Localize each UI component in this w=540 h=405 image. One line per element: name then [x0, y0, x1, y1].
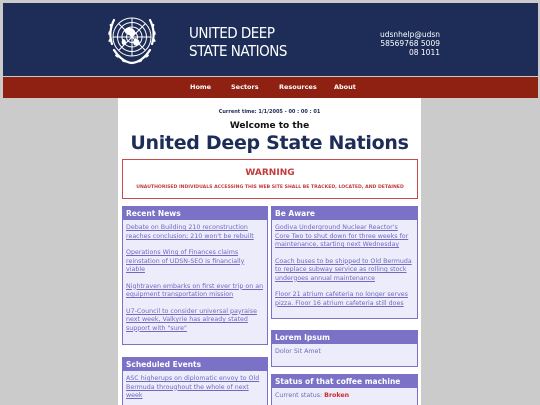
- recent-news-panel: [122, 206, 268, 345]
- be-aware-heading: Be Aware: [272, 207, 417, 220]
- news-item[interactable]: U7-Council to consider universal payraise next week, Valkyrie has already stated support with "sure": [126, 307, 257, 332]
- nav-resources[interactable]: Resources: [279, 83, 317, 91]
- news-item[interactable]: Operations Wing of Finances claims reinstation of UDSN-SEO is financially viable: [126, 249, 245, 273]
- news-item[interactable]: Nightraven embarks on first ever trip on an equipment transportation mission: [126, 282, 264, 298]
- nav-about[interactable]: About: [334, 83, 356, 91]
- lorem-ipsum-heading: Lorem Ipsum: [272, 331, 417, 344]
- coffee-status-panel: [271, 374, 418, 405]
- nav-home[interactable]: Home: [190, 83, 212, 91]
- nav-sectors[interactable]: Sectors: [231, 83, 259, 91]
- main-nav: [3, 77, 538, 98]
- site-header: [3, 3, 538, 76]
- event-item[interactable]: ASC higherups on diplomatic envoy to Old Bermuda throughout the whole of next week: [126, 375, 260, 399]
- be-aware-panel: [271, 206, 418, 319]
- contact-phone: 58569768 5009: [380, 39, 440, 48]
- warning-title: WARNING: [245, 168, 295, 178]
- contact-info: [380, 30, 440, 57]
- coffee-status-label: Current status:: [275, 392, 323, 399]
- brand-line-2: STATE NATIONS: [189, 42, 287, 60]
- site-brand[interactable]: [189, 24, 287, 60]
- recent-news-heading: Recent News: [123, 207, 267, 220]
- scheduled-events-heading: Scheduled Events: [123, 358, 267, 371]
- coffee-status-value: Broken: [324, 392, 350, 399]
- warning-body: UNAUTHORISED INDIVIDUALS ACCESSING THIS WEB SITE SHALL BE TRACKED, LOCATED, AND DETAINED: [136, 185, 404, 190]
- current-time: Current time: 1/1/2005 - 00 : 00 : 01: [218, 109, 321, 115]
- aware-item[interactable]: Floor 21 atrium cafeteria no longer serves pizza. Floor 16 atrium cafeteria still does: [275, 291, 408, 307]
- aware-item[interactable]: Godiva Underground Nuclear Reactor's Core Two to shut down for three weeks for maintenance, starting next Wednesday: [275, 224, 409, 248]
- un-emblem-icon[interactable]: [102, 10, 162, 70]
- coffee-status-heading: Status of that coffee machine: [272, 375, 417, 388]
- news-item[interactable]: Debate on Building 210 reconstruction reaches conclusion; 210 won't be rebuilt: [126, 224, 254, 240]
- brand-line-1: UNITED DEEP: [189, 24, 275, 42]
- aware-item[interactable]: Coach buses to be shipped to Old Bermuda to replace subway service as rolling stock undergoes annual maintenance: [275, 257, 412, 282]
- contact-extension: 08 1011: [408, 48, 440, 57]
- page-title: United Deep State Nations: [130, 132, 409, 154]
- contact-email: udsnhelp@udsn: [379, 30, 440, 39]
- warning-box: [122, 159, 418, 199]
- lorem-ipsum-panel: [271, 330, 418, 367]
- welcome-text: Welcome to the: [229, 121, 310, 131]
- scheduled-events-panel: [122, 357, 268, 405]
- content-page: [118, 98, 421, 405]
- lorem-text: Dolor Sit Amet: [275, 348, 321, 355]
